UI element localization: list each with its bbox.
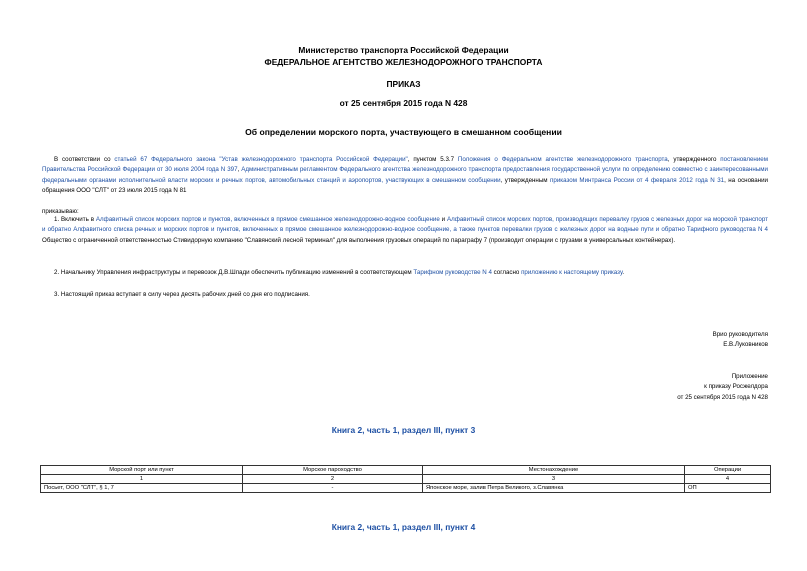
signature-position: Врио руководителя: [712, 331, 768, 338]
ministry-name: Министерство транспорта Российской Федерации: [298, 45, 509, 55]
preamble-text-4: ,: [237, 166, 242, 174]
section-heading-2: Книга 2, часть 1, раздел III, пункт 4: [331, 522, 476, 532]
link-tariff-guide-4[interactable]: Тарифном руководстве N 4: [413, 269, 492, 276]
link-admin-regulation[interactable]: Административным регламентом Федерального агентства железнодорожного транспорта предоставления государственной услуги по определению совместно с заинтересованными федеральными органами исполнительной власти морских и речных портов, автомобильных станций и аэропортов, участвующих в смешанном сообщении: [42, 166, 768, 184]
table-cell-shipping: -: [243, 484, 423, 493]
preamble-text-2: , пунктом 5.3.7: [407, 156, 458, 163]
link-government-decree[interactable]: постановлением Правительства Российской Федерации от 30 июля 2004 года N 397: [42, 156, 768, 174]
preamble-text-6: , на основании обращения ООО "СЛТ" от 23 июля 2015 года N 81: [42, 176, 769, 195]
link-mintrans-order[interactable]: приказом Минтранса России от 4 февраля 2012 года N 31: [550, 176, 725, 184]
link-alphabetical-list-1[interactable]: Алфавитный список морских портов и пунктов, включенных в прямое смешанное железнодорожно-водное сообщение: [95, 216, 440, 223]
table-number-row: [41, 475, 771, 484]
table-header-cell: Операции: [685, 466, 771, 475]
item2-text-1: 2. Начальнику Управления инфраструктуры и перевозок Д.В.Шпади обеспечить публикацию изменений в соответствующем: [54, 269, 414, 276]
signature-name: Е.В.Луковников: [723, 341, 768, 349]
appendix-line-1: Приложение: [731, 373, 768, 380]
paragraph-item-2: [42, 268, 768, 278]
link-regulation[interactable]: Положения о Федеральном агентстве железнодорожного транспорта: [457, 156, 668, 163]
table-header-cell: Морское пароходство: [243, 466, 423, 475]
item2-text-2: согласно: [491, 269, 522, 276]
item1-text-4: Общество с ограниченной ответственностью Стивидорную компанию "Славянский лесной терминал" для выполнения грузовых операций по параграфу 7 (производит операции с грузами в универсальных контейнерах).: [42, 236, 676, 244]
preamble-text-3: , утвержденного: [667, 156, 721, 163]
table-header-cell: Местонахождение: [423, 466, 685, 475]
agency-name: ФЕДЕРАЛЬНОЕ АГЕНТСТВО ЖЕЛЕЗНОДОРОЖНОГО ТРАНСПОРТА: [264, 57, 543, 67]
appendix-line-3: от 25 сентября 2015 года N 428: [677, 393, 768, 401]
table-row: [41, 484, 771, 493]
link-appendix[interactable]: приложению к настоящему приказу: [521, 269, 623, 276]
paragraph-item-1: [42, 215, 768, 246]
ports-table: [40, 465, 771, 493]
link-alphabetical-list-2[interactable]: Алфавитный список морских портов, производящих перевалку грузов с железных дорог на морской транспорт и обратно: [42, 216, 768, 234]
table-number-cell: 2: [243, 475, 423, 484]
table-cell-port: Посьет, ООО "СЛТ", § 1, 7: [41, 484, 243, 493]
document-date-number: от 25 сентября 2015 года N 428: [339, 98, 468, 108]
appendix-block: [677, 372, 768, 403]
signature-block: [713, 330, 768, 351]
appendix-line-2: к приказу Росжелдора: [704, 383, 768, 391]
table-header-cell: Морской порт или пункт: [41, 466, 243, 475]
item2-text-3: .: [622, 269, 625, 276]
section-heading-1: Книга 2, часть 1, раздел III, пункт 3: [331, 425, 476, 435]
table-cell-operations: ОП: [685, 484, 771, 493]
document-title: Об определении морского порта, участвующего в смешанном сообщении: [245, 127, 562, 137]
table-number-cell: 3: [423, 475, 685, 484]
preamble-text-5: , утвержденным: [500, 176, 551, 184]
table-cell-location: Японское море, залив Петра Великого, з.Славянка: [423, 484, 685, 493]
table-header-row: [41, 466, 771, 475]
paragraph-preamble: [42, 155, 768, 197]
item1-text-2: и: [439, 216, 448, 223]
table-number-cell: 1: [41, 475, 243, 484]
link-tariff-guide-list[interactable]: Алфавитного списка речных и морских портов и пунктов, включенных в прямое смешанное железнодорожно-водное сообщение, а также пунктов перевалки грузов с железных дорог на водные пути и обратно Тарифного руководства N 4: [73, 226, 768, 234]
link-federal-law[interactable]: статьей 67 Федерального закона "Устав железнодорожного транспорта Российской Федерации": [114, 156, 408, 163]
preamble-text-1: В соответствии со: [54, 156, 115, 163]
table-number-cell: 4: [685, 475, 771, 484]
item1-text-1: 1. Включить в: [54, 216, 96, 223]
document-type: ПРИКАЗ: [386, 79, 421, 89]
paragraph-order-word: приказываю:: [42, 208, 79, 215]
paragraph-item-3: 3. Настоящий приказ вступает в силу через десять рабочих дней со дня его подписания.: [54, 291, 310, 298]
